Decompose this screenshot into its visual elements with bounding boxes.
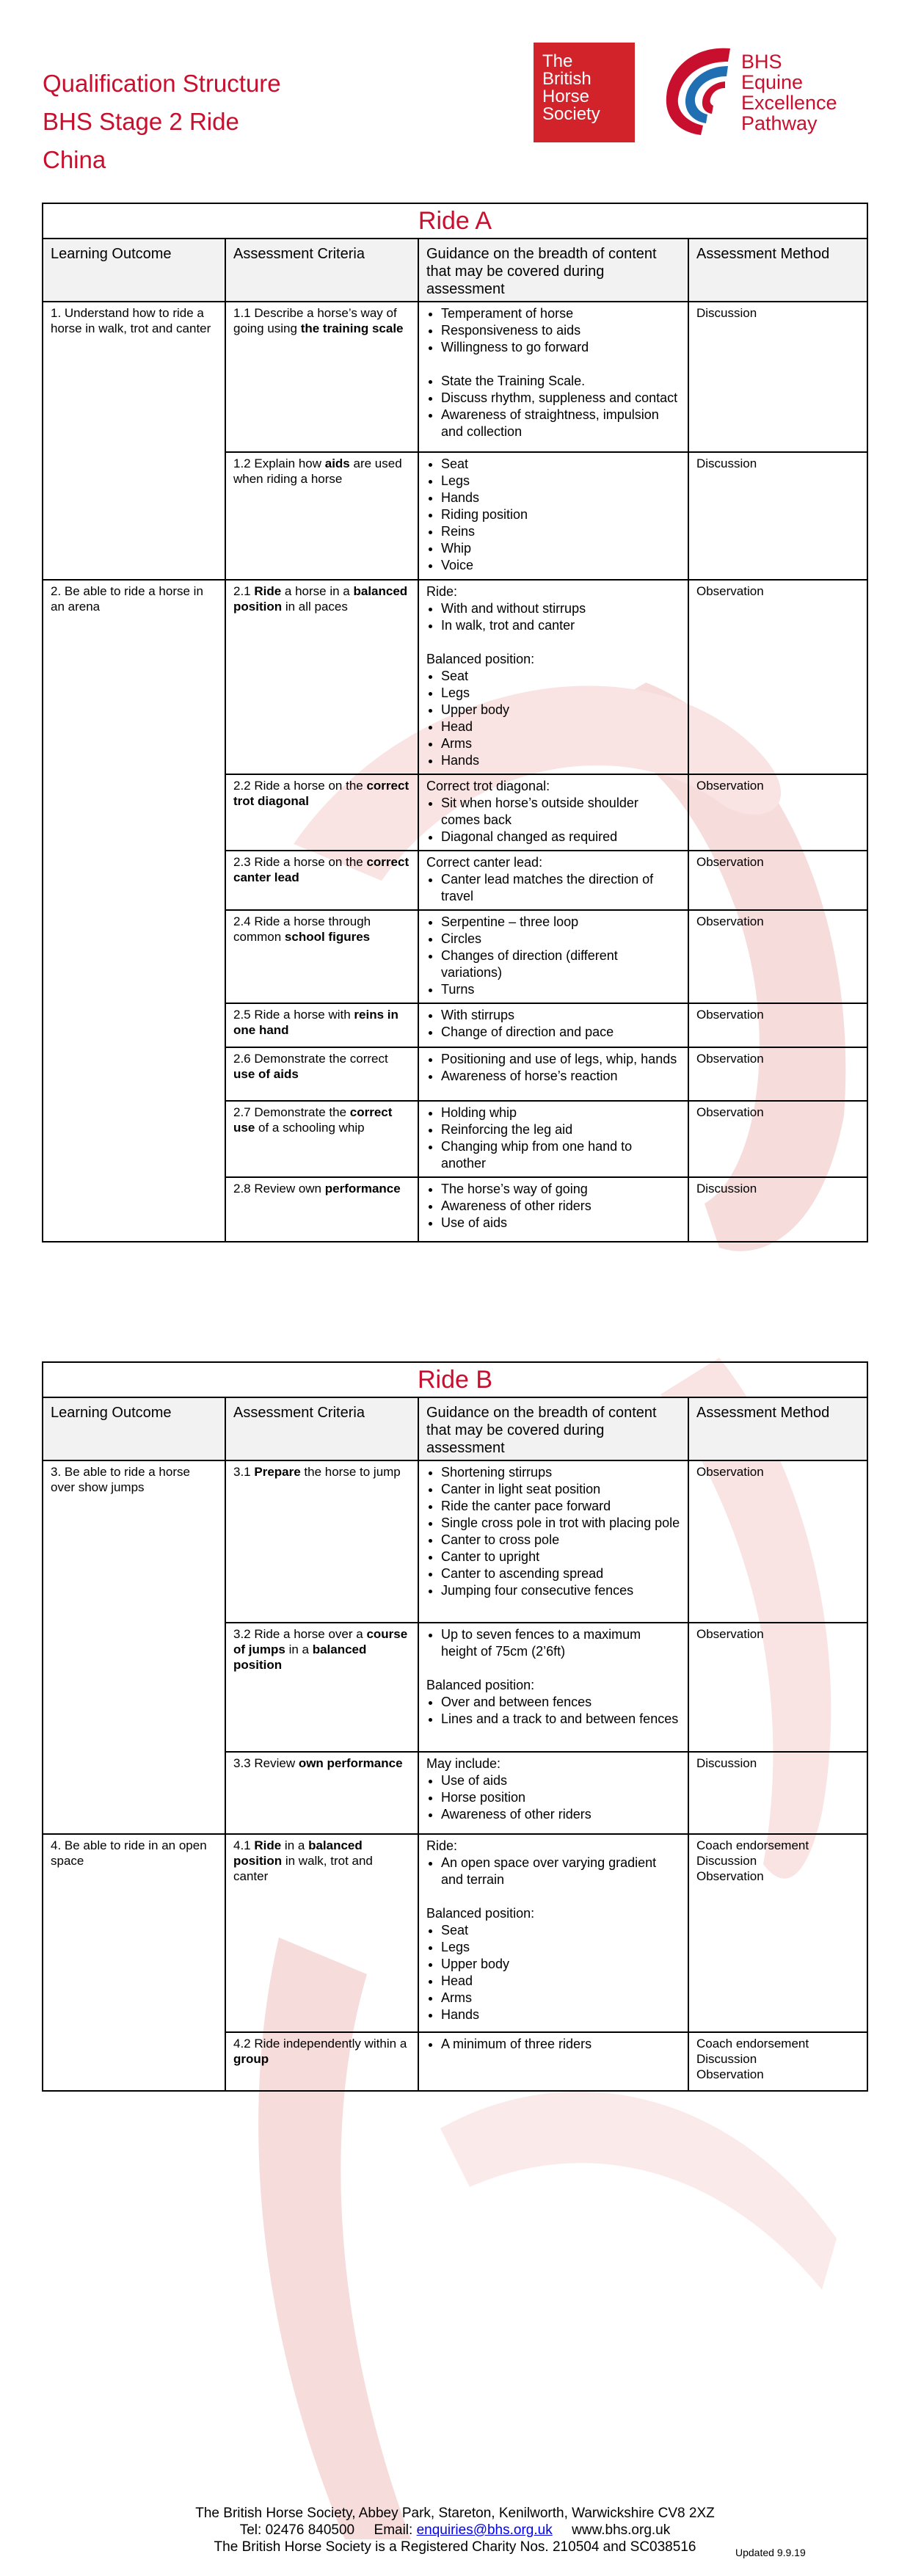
criteria-cell: 2.8 Review own performance [225,1177,418,1242]
guidance-cell: • Temperament of horse • Responsiveness to aids • Willingness to go forward • State the Training Scale. • Discuss rhythm, suppleness and contact • Awareness of straightness, impulsion and collection [418,302,688,452]
method-cell: Observation [688,1047,867,1101]
table-row [43,1460,867,1623]
doc-title: Qualification Structure [43,70,281,97]
learning-outcome: 4. Be able to ride in an open space [43,1834,225,2091]
criteria-cell: 1.2 Explain how aids are used when riding a horse [225,452,418,580]
method-cell: Discussion [688,1752,867,1834]
guidance-cell: Ride: • With and without stirrups • In walk, trot and canter Balanced position: • Seat • Legs • Upper body • Head • Arms • Hands [418,580,688,774]
learning-outcome: 3. Be able to ride a horse over show jumps [43,1460,225,1834]
method-cell: Discussion [688,452,867,580]
method-cell: Observation [688,1460,867,1623]
method-cell: Observation [688,910,867,1003]
col-learning-outcome: Learning Outcome [43,239,225,302]
email-link[interactable]: enquiries@bhs.org.uk [416,2522,553,2538]
col-assessment-method: Assessment Method [688,239,867,302]
guidance-cell: • Shortening stirrups • Canter in light seat position • Ride the canter pace forward • Single cross pole in trot with placing pole • Canter to cross pole • Canter to upright • Canter to ascending spread • Jumping four consecutive fences [418,1460,688,1623]
ride-b-table [42,1361,868,2092]
table-header-row [43,1397,867,1460]
criteria-cell: 2.5 Ride a horse with reins in one hand [225,1003,418,1047]
doc-country: China [43,146,106,173]
table-row [43,1834,867,2032]
criteria-cell: 2.4 Ride a horse through common school figures [225,910,418,1003]
col-assessment-criteria: Assessment Criteria [225,1397,418,1460]
bhs-logo: The British Horse Society [534,43,635,142]
ride-b-title: Ride B [43,1362,867,1397]
criteria-cell: 2.1 Ride a horse in a balanced position in all paces [225,580,418,774]
guidance-cell: Correct canter lead: • Canter lead matches the direction of travel [418,851,688,910]
guidance-cell: Correct trot diagonal: • Sit when horse’s outside shoulder comes back • Diagonal changed as required [418,774,688,851]
updated-date: Updated 9.9.19 [735,2547,806,2558]
method-cell: Observation [688,1003,867,1047]
criteria-cell: 3.1 Prepare the horse to jump [225,1460,418,1623]
method-cell: Observation [688,1623,867,1752]
learning-outcome: 2. Be able to ride a horse in an arena [43,580,225,1242]
footer-charity: The British Horse Society is a Registered Charity Nos. 210504 and SC038516 [214,2539,696,2555]
criteria-cell: 3.2 Ride a horse over a course of jumps in a balanced position [225,1623,418,1752]
criteria-cell: 2.3 Ride a horse on the correct canter lead [225,851,418,910]
header-titles [43,65,281,179]
method-cell: Discussion [688,1177,867,1242]
method-cell: Observation [688,580,867,774]
criteria-cell: 2.6 Demonstrate the correct use of aids [225,1047,418,1101]
col-learning-outcome: Learning Outcome [43,1397,225,1460]
table-row [43,302,867,452]
guidance-cell: May include: • Use of aids • Horse position • Awareness of other riders [418,1752,688,1834]
criteria-cell: 1.1 Describe a horse’s way of going using the training scale [225,302,418,452]
criteria-cell: 4.1 Ride in a balanced position in walk, trot and canter [225,1834,418,2032]
equine-excellence-pathway-logo: BHS Equine Excellence Pathway [660,41,881,144]
col-guidance: Guidance on the breadth of content that may be covered during assessment [418,1397,688,1460]
learning-outcome: 1. Understand how to ride a horse in walk, trot and canter [43,302,225,580]
method-cell: Coach endorsement Discussion Observation [688,2032,867,2091]
method-cell: Discussion [688,302,867,452]
method-cell: Observation [688,851,867,910]
method-cell: Coach endorsement Discussion Observation [688,1834,867,2032]
criteria-cell: 3.3 Review own performance [225,1752,418,1834]
footer-contact: Tel: 02476 840500 Email: enquiries@bhs.org.uk www.bhs.org.uk [239,2522,671,2538]
guidance-cell: • With stirrups • Change of direction and pace [418,1003,688,1047]
guidance-cell: Ride: • An open space over varying gradient and terrain Balanced position: • Seat • Legs • Upper body • Head • Arms • Hands [418,1834,688,2032]
ride-a-table [42,203,868,1242]
guidance-cell: • A minimum of three riders [418,2032,688,2091]
horse-head-icon [660,41,741,144]
guidance-cell: • The horse’s way of going • Awareness of other riders • Use of aids [418,1177,688,1242]
guidance-cell: • Up to seven fences to a maximum height of 75cm (2’6ft) Balanced position: • Over and between fences • Lines and a track to and between fences [418,1623,688,1752]
footer-address: The British Horse Society, Abbey Park, Stareton, Kenilworth, Warwickshire CV8 2XZ [195,2506,715,2521]
col-assessment-method: Assessment Method [688,1397,867,1460]
col-guidance: Guidance on the breadth of content that may be covered during assessment [418,239,688,302]
guidance-cell: • Positioning and use of legs, whip, hands • Awareness of horse’s reaction [418,1047,688,1101]
guidance-cell: • Seat • Legs • Hands • Riding position • Reins • Whip • Voice [418,452,688,580]
method-cell: Observation [688,774,867,851]
guidance-cell: • Serpentine – three loop • Circles • Changes of direction (different variations) • Turns [418,910,688,1003]
criteria-cell: 4.2 Ride independently within a group [225,2032,418,2091]
criteria-cell: 2.7 Demonstrate the correct use of a schooling whip [225,1101,418,1177]
table-header-row [43,239,867,302]
criteria-cell: 2.2 Ride a horse on the correct trot diagonal [225,774,418,851]
col-assessment-criteria: Assessment Criteria [225,239,418,302]
guidance-cell: • Holding whip • Reinforcing the leg aid • Changing whip from one hand to another [418,1101,688,1177]
website-text: www.bhs.org.uk [572,2522,671,2538]
doc-subtitle: BHS Stage 2 Ride [43,108,239,135]
method-cell: Observation [688,1101,867,1177]
ride-a-title: Ride A [43,203,867,239]
table-row [43,580,867,774]
